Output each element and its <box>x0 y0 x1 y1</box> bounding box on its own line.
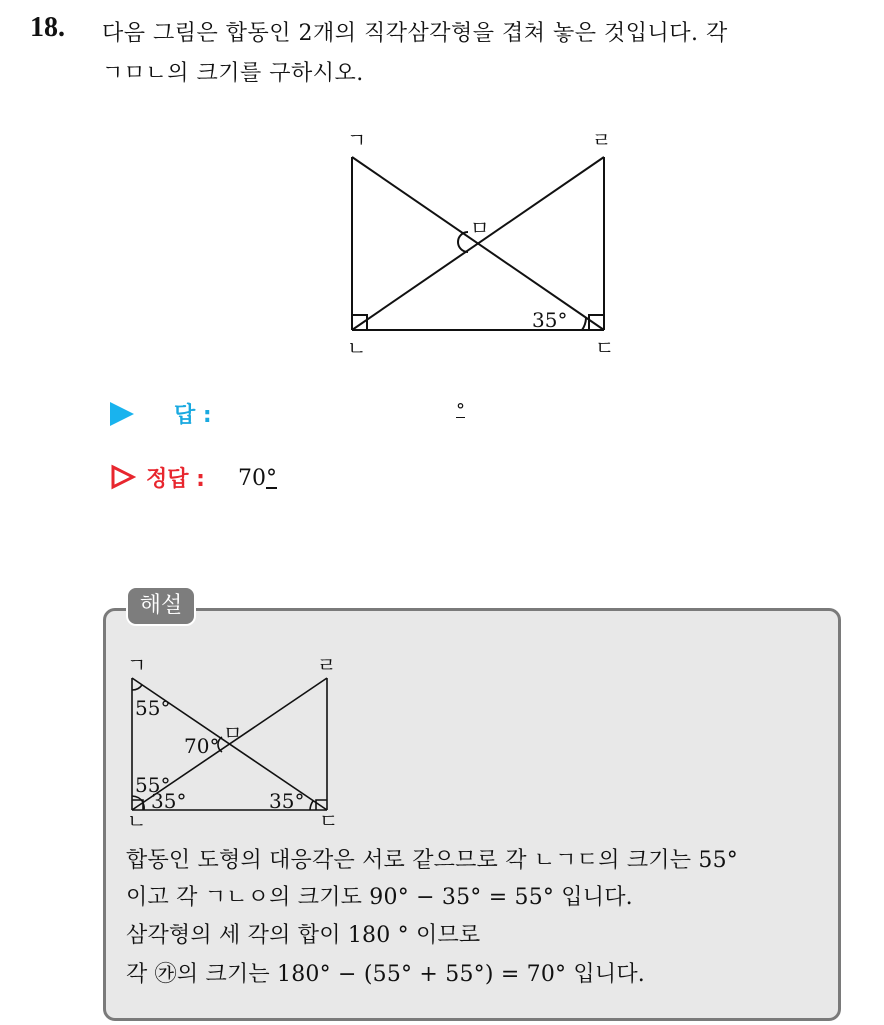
question-text-line2: ㄱㅁㄴ의 크기를 구하시오. <box>102 61 364 86</box>
answer-label: 답 : <box>174 403 212 428</box>
play-outline-icon <box>110 464 136 490</box>
play-icon <box>110 402 134 426</box>
angle-35-label: 35° <box>532 308 568 332</box>
exp-label-mieum: ㅁ <box>223 721 243 745</box>
explanation-line3: 삼각형의 세 각의 합이 180 ° 이므로 <box>126 923 481 948</box>
question-text-line1: 다음 그림은 합동인 2개의 직각삼각형을 겹쳐 놓은 것입니다. 각 <box>102 21 728 46</box>
exp-label-digeut: ㄷ <box>319 809 339 833</box>
explanation-line1: 합동인 도형의 대응각은 서로 같으므로 각 ㄴㄱㄷ의 크기는 55° <box>126 848 738 873</box>
explanation-line4: 각 ㉮의 크기는 180° − (55° + 55°) = 70° 입니다. <box>126 962 645 987</box>
exp-angle-35-right: 35° <box>269 789 305 813</box>
label-digeut: ㄷ <box>595 336 615 360</box>
angle-arc-35 <box>582 318 586 330</box>
answer-unit: ° <box>456 400 465 421</box>
exp-angle-70: 70° <box>184 734 220 758</box>
answer-row <box>110 396 530 432</box>
label-nieun: ㄴ <box>347 336 367 360</box>
exp-label-nieun: ㄴ <box>127 809 147 833</box>
exp-angle-55-bottom: 55° <box>135 773 171 797</box>
correct-answer-value: 70° <box>238 466 277 491</box>
correct-answer-label: 정답 : <box>146 467 205 492</box>
label-giyeok: ㄱ <box>347 128 367 152</box>
question-number: 18. <box>30 12 65 43</box>
label-mieum: ㅁ <box>470 216 490 240</box>
triangle-figure <box>330 125 630 360</box>
explanation-tag: 해설 <box>126 586 196 626</box>
exp-label-giyeok: ㄱ <box>127 653 147 677</box>
explanation-figure <box>124 653 344 833</box>
label-rieul: ㄹ <box>592 128 612 152</box>
exp-label-rieul: ㄹ <box>317 653 337 677</box>
explanation-line2: 이고 각 ㄱㄴㅇ의 크기도 90° − 35° = 55° 입니다. <box>126 885 633 910</box>
exp-angle-55-top: 55° <box>135 696 171 720</box>
exp-angle-35-left: 35° <box>151 789 187 813</box>
correct-answer-row <box>110 460 530 496</box>
